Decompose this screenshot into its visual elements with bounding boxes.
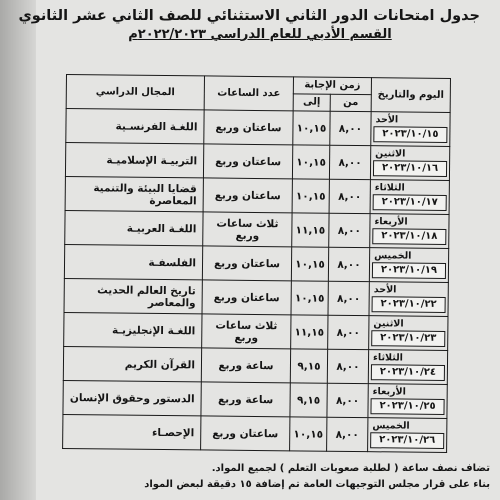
day-date-cell bbox=[368, 350, 447, 385]
time-to: ١٠,١٥ bbox=[292, 145, 329, 179]
exam-schedule-table bbox=[62, 74, 451, 453]
note-2: بناء على قرار مجلس التوجيهات العامة تم إضافة ١٥ دقيقة لبعض المواد bbox=[144, 479, 490, 490]
table-row bbox=[64, 312, 448, 350]
subject-name: الفلسفـة bbox=[64, 244, 202, 279]
time-to: ١٠,١٥ bbox=[291, 281, 328, 315]
time-to: ٩,١٥ bbox=[290, 383, 327, 417]
time-from: ٨,٠٠ bbox=[328, 247, 369, 281]
exam-date: ٢٠٢٣/١٠/١٩ bbox=[372, 262, 446, 279]
exam-date: ٢٠٢٣/١٠/٢٥ bbox=[370, 398, 444, 415]
table-row bbox=[63, 346, 447, 384]
header-subject: المجال الدراسي bbox=[66, 74, 204, 109]
time-from: ٨,٠٠ bbox=[330, 111, 371, 145]
table-row bbox=[64, 278, 448, 316]
day-name: الأحد bbox=[373, 284, 397, 296]
exam-date: ٢٠٢٣/١٠/٢٤ bbox=[371, 364, 445, 381]
day-date-cell bbox=[370, 180, 449, 215]
time-from: ٨,٠٠ bbox=[328, 315, 369, 349]
table-row bbox=[65, 210, 449, 248]
document-title bbox=[18, 6, 480, 44]
exam-date: ٢٠٢٣/١٠/٢٢ bbox=[372, 296, 446, 313]
hours-count: ساعة وربع bbox=[201, 348, 290, 383]
page-edge-shadow bbox=[0, 0, 36, 500]
exam-date: ٢٠٢٣/١٠/١٨ bbox=[372, 228, 446, 245]
subject-name: تاريخ العالم الحديث والمعاصر bbox=[64, 278, 202, 313]
hours-count: ثلاث ساعات وربع bbox=[202, 314, 291, 349]
hours-count: ساعتان وربع bbox=[204, 110, 293, 145]
day-name: الخميس bbox=[374, 250, 412, 262]
header-day-date: اليوم والتاريخ bbox=[371, 78, 450, 113]
day-date-cell bbox=[370, 214, 449, 249]
subject-name: القرآن الكريم bbox=[63, 346, 201, 381]
hours-count: ساعتان وربع bbox=[201, 416, 290, 451]
time-from: ٨,٠٠ bbox=[328, 281, 369, 315]
time-to: ١٠,١٥ bbox=[293, 111, 330, 145]
hours-count: ساعة وربع bbox=[201, 382, 290, 417]
exam-date: ٢٠٢٣/١٠/٢٣ bbox=[371, 330, 445, 347]
header-hours: عدد الساعات bbox=[204, 76, 293, 111]
subject-name: اللغـة الإنجليزيـة bbox=[64, 312, 202, 347]
header-to: إلى bbox=[293, 94, 330, 111]
subject-name: الدستور وحقوق الإنسان bbox=[63, 380, 201, 415]
time-from: ٨,٠٠ bbox=[327, 383, 368, 417]
day-name: الثلاثاء bbox=[374, 182, 405, 194]
time-to: ١١,١٥ bbox=[291, 315, 328, 349]
title-line-1: جدول امتحانات الدور الثاني الاستثنائي للصف الثاني عشر الثانوي bbox=[18, 8, 480, 24]
day-name: الأحد bbox=[375, 114, 399, 126]
time-to: ١٠,١٥ bbox=[291, 247, 328, 281]
day-name: الخميس bbox=[372, 420, 410, 432]
note-1: تضاف نصف ساعة ( لطلبة صعوبات التعلم ) لجميع المواد. bbox=[211, 463, 490, 474]
time-from: ٨,٠٠ bbox=[327, 349, 368, 383]
day-date-cell bbox=[369, 248, 448, 283]
hours-count: ساعتان وربع bbox=[203, 144, 292, 179]
header-answer-time: زمن الإجابة bbox=[293, 77, 371, 95]
table-row bbox=[63, 414, 447, 452]
time-from: ٨,٠٠ bbox=[329, 213, 370, 247]
day-name: الأربعاء bbox=[374, 216, 408, 228]
notes bbox=[40, 461, 490, 493]
time-to: ١٠,١٥ bbox=[290, 417, 327, 451]
day-name: الأربعاء bbox=[372, 386, 406, 398]
subject-name: التربيـة الإسلاميـة bbox=[65, 142, 203, 177]
time-to: ٩,١٥ bbox=[290, 349, 327, 383]
table-row bbox=[65, 176, 449, 214]
time-to: ١٠,١٥ bbox=[292, 179, 329, 213]
title-line-2: القسم الأدبي للعام الدراسي ٢٠٢٢/٢٠٢٣م bbox=[128, 27, 392, 42]
day-date-cell bbox=[371, 112, 450, 147]
day-date-cell bbox=[368, 418, 447, 453]
table-row bbox=[65, 142, 449, 180]
exam-date: ٢٠٢٣/١٠/١٧ bbox=[373, 194, 447, 211]
hours-count: ساعتان وربع bbox=[202, 280, 291, 315]
day-date-cell bbox=[370, 146, 449, 181]
hours-count: ثلاث ساعات وربع bbox=[203, 212, 292, 247]
hours-count: ساعتان وربع bbox=[203, 178, 292, 213]
exam-date: ٢٠٢٣/١٠/٢٦ bbox=[370, 432, 444, 449]
subject-name: اللغـة العربيـة bbox=[65, 210, 203, 245]
header-from: من bbox=[330, 94, 371, 111]
exam-date: ٢٠٢٣/١٠/١٦ bbox=[373, 160, 447, 177]
table-row bbox=[66, 108, 450, 146]
day-name: الاثنين bbox=[373, 318, 404, 330]
day-name: الثلاثاء bbox=[372, 352, 404, 364]
day-date-cell bbox=[368, 384, 447, 419]
subject-name: الإحصـاء bbox=[63, 414, 201, 449]
subject-name: قضايا البيئة والتنمية المعاصرة bbox=[65, 176, 203, 211]
day-date-cell bbox=[369, 316, 448, 351]
time-from: ٨,٠٠ bbox=[329, 179, 370, 213]
time-from: ٨,٠٠ bbox=[329, 145, 370, 179]
time-from: ٨,٠٠ bbox=[327, 417, 368, 451]
exam-date: ٢٠٢٣/١٠/١٥ bbox=[373, 126, 447, 143]
table-row bbox=[63, 380, 447, 418]
time-to: ١١,١٥ bbox=[292, 213, 329, 247]
hours-count: ساعتان وربع bbox=[202, 246, 291, 281]
table-row bbox=[64, 244, 448, 282]
subject-name: اللغـة الفرنسـية bbox=[66, 108, 204, 143]
day-name: الاثنين bbox=[375, 148, 406, 160]
day-date-cell bbox=[369, 282, 448, 317]
